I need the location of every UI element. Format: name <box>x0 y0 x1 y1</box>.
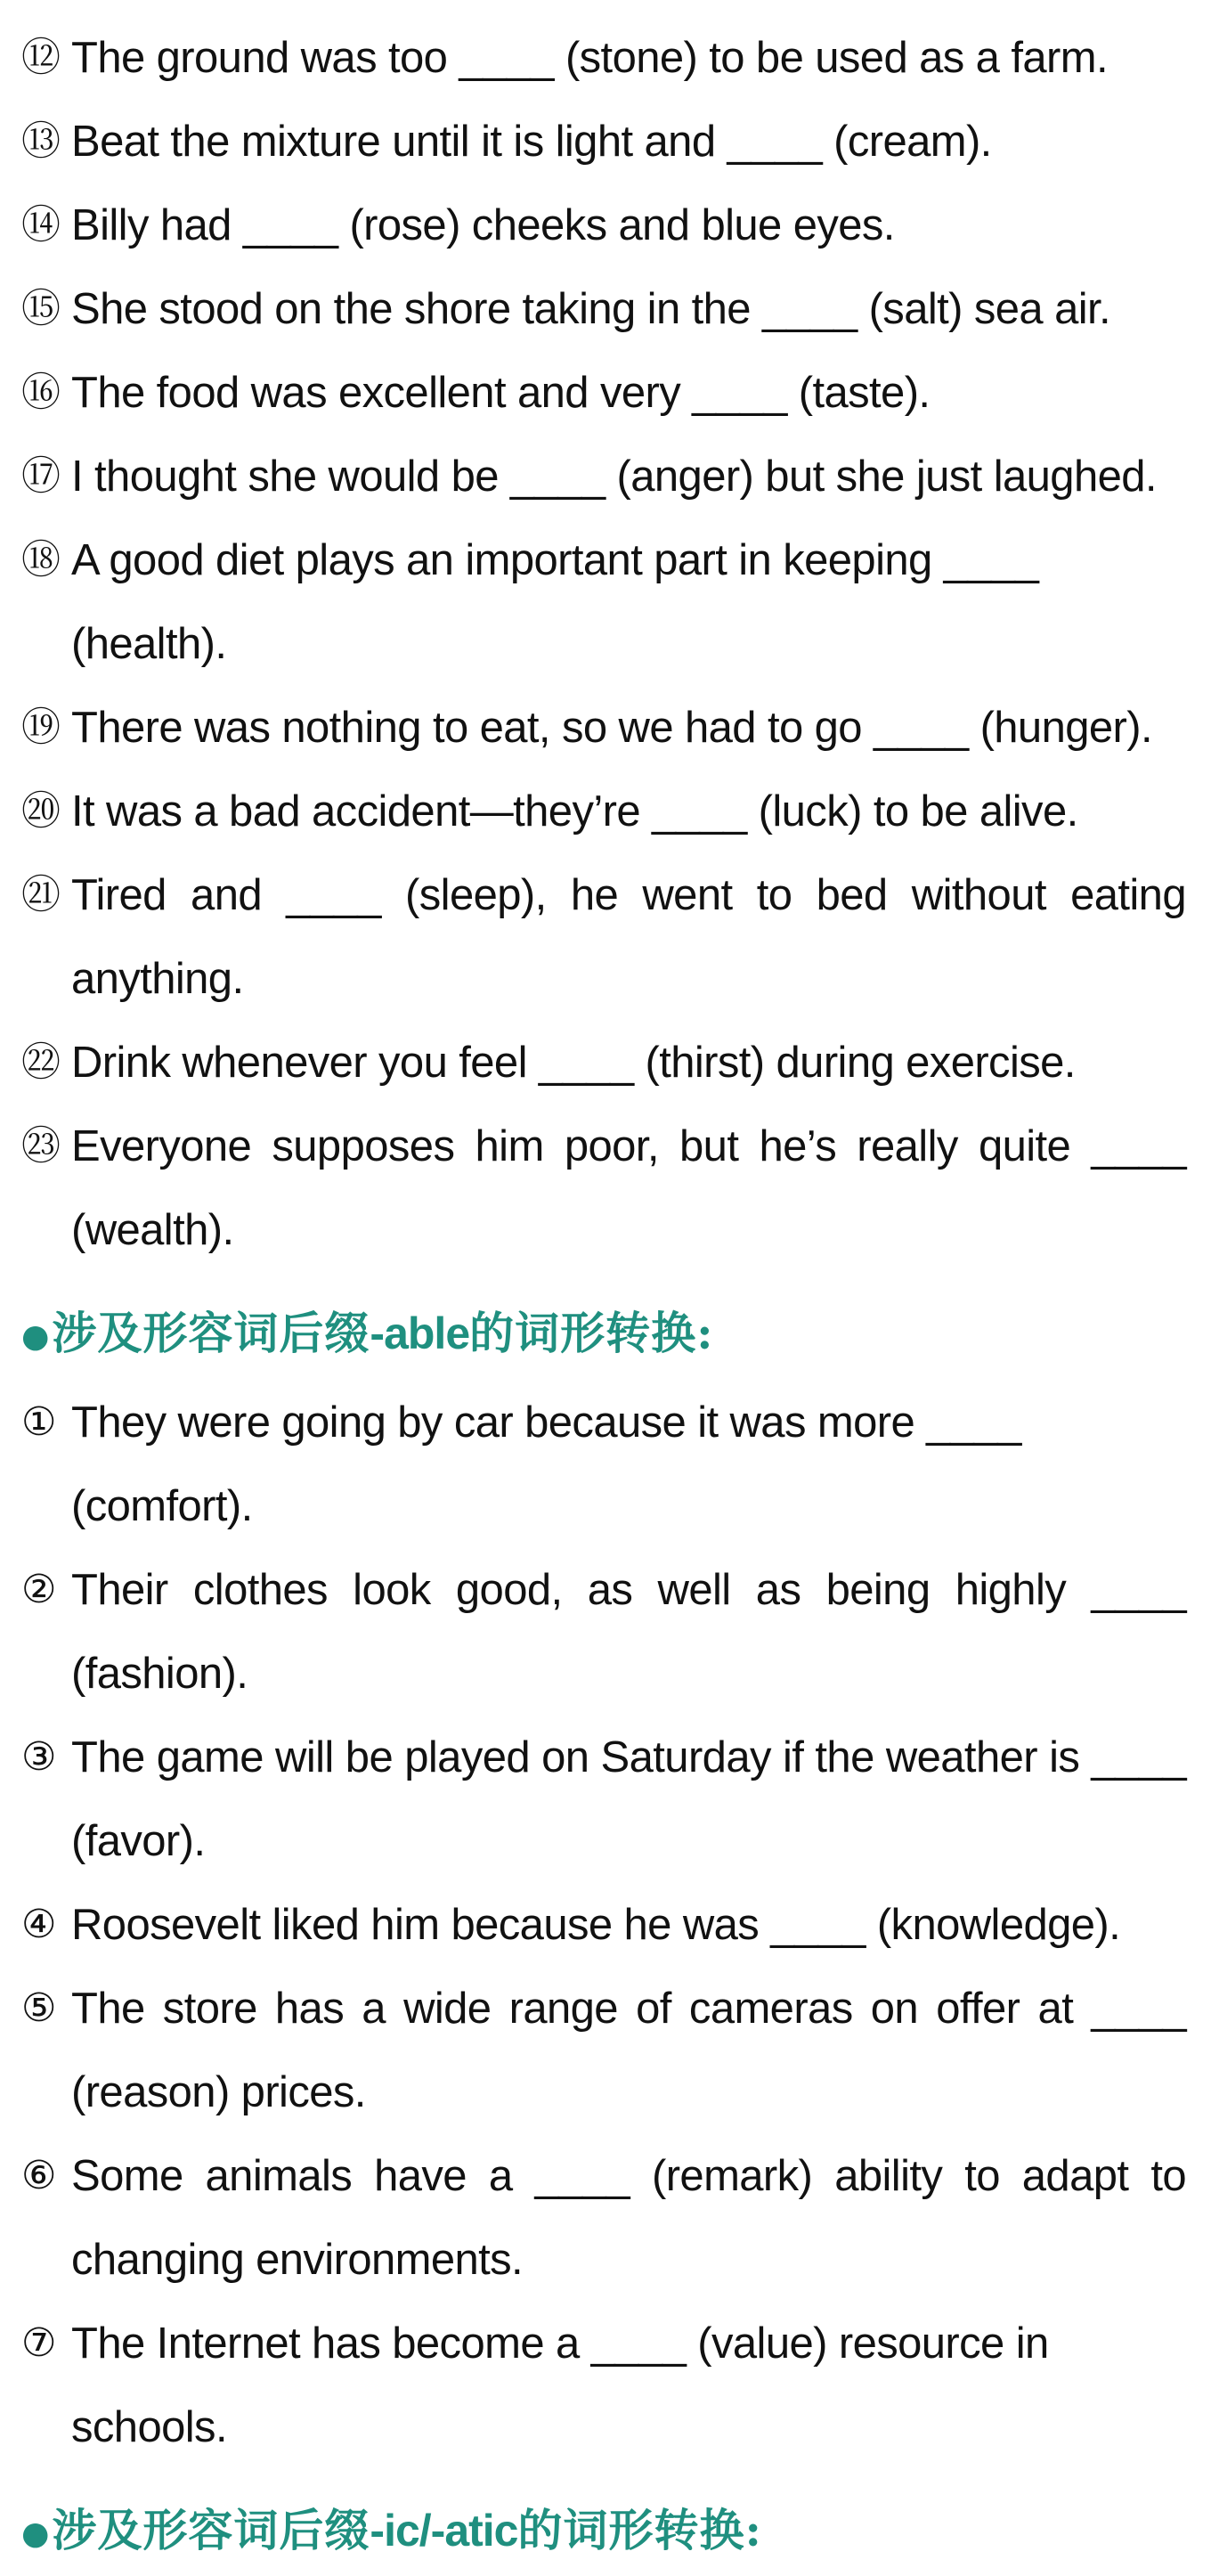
item-number: ⑦ <box>21 2319 55 2366</box>
item-text: They were going by car because it was more ____ (comfort). <box>71 1398 1021 1530</box>
item-text: Tired and ____ (sleep), he went to bed without eating anything. <box>71 871 1186 1003</box>
item-number: ⑬ <box>21 118 59 164</box>
exercise-item <box>21 100 1186 183</box>
item-number: ⑳ <box>21 788 59 834</box>
item-text: I thought she would be ____ (anger) but she just laughed. <box>71 452 1157 501</box>
exercise-item <box>21 686 1186 770</box>
item-text: Drink whenever you feel ____ (thirst) during exercise. <box>71 1039 1076 1087</box>
exercise-item <box>21 1021 1186 1105</box>
item-number: ⑥ <box>21 2152 55 2198</box>
item-text: A good diet plays an important part in keeping ____ (health). <box>71 536 1039 668</box>
heading-prefix: 涉及形容词后缀 <box>52 2503 370 2556</box>
item-number: ⑱ <box>21 537 59 583</box>
exercise-item <box>21 183 1186 267</box>
item-text: The food was excellent and very ____ (taste). <box>71 369 931 417</box>
exercise-item <box>21 267 1186 351</box>
item-number: ㉓ <box>21 1123 59 1169</box>
item-text: It was a bad accident—they’re ____ (luck) to be alive. <box>71 787 1078 836</box>
exercise-item <box>21 1716 1186 1883</box>
heading-suffix: -able <box>370 1308 470 1358</box>
exercise-item <box>21 1548 1186 1716</box>
item-number: ① <box>21 1398 55 1445</box>
heading-suffix: -ic/-atic <box>370 2505 518 2556</box>
section-heading-able <box>21 1292 1186 1379</box>
item-number: ㉒ <box>21 1039 59 1085</box>
bullet-icon: ● <box>21 2515 51 2552</box>
item-text: Some animals have a ____ (remark) ability to adapt to changing environments. <box>71 2151 1186 2284</box>
item-number: ⑮ <box>21 286 59 331</box>
item-text: Everyone supposes him poor, but he’s really quite ____ (wealth). <box>71 1122 1186 1254</box>
exercise-item <box>21 853 1186 1021</box>
item-text: The store has a wide range of cameras on offer at ____ (reason) prices. <box>71 1984 1186 2116</box>
item-number: ⑯ <box>21 370 59 415</box>
item-text: She stood on the shore taking in the ____ (salt) sea air. <box>71 285 1111 333</box>
item-text: Billy had ____ (rose) cheeks and blue eyes. <box>71 201 895 249</box>
exercise-item <box>21 1967 1186 2134</box>
item-text: The game will be played on Saturday if the weather is ____ (favor). <box>71 1732 1186 1865</box>
item-text: Beat the mixture until it is light and ____ (cream). <box>71 118 992 166</box>
heading-prefix: 涉及形容词后缀 <box>52 1307 370 1359</box>
item-text: The Internet has become a ____ (value) resource in schools. <box>71 2319 1049 2451</box>
exercise-list-1 <box>21 16 1186 1272</box>
item-number: ⑫ <box>21 35 59 80</box>
heading-rest: 的词形转换: <box>517 2503 762 2556</box>
item-text: There was nothing to eat, so we had to go ____ (hunger). <box>71 704 1152 752</box>
exercise-item <box>21 435 1186 518</box>
item-number: ⑤ <box>21 1985 55 2031</box>
exercise-item <box>21 770 1186 853</box>
item-number: ② <box>21 1566 55 1612</box>
item-number: ⑲ <box>21 705 59 750</box>
exercise-item <box>21 2302 1186 2469</box>
item-number: ④ <box>21 1901 55 1947</box>
item-text: Their clothes look good, as well as being highly ____ (fashion). <box>71 1565 1186 1698</box>
bullet-icon: ● <box>21 1317 51 1355</box>
item-text: Roosevelt liked him because he was ____ (knowledge). <box>71 1900 1121 1949</box>
item-number: ㉑ <box>21 872 59 917</box>
exercise-item <box>21 351 1186 435</box>
exercise-item <box>21 518 1186 686</box>
section-heading-ic-atic <box>21 2489 1186 2576</box>
item-number: ③ <box>21 1733 55 1780</box>
exercise-item <box>21 16 1186 100</box>
exercise-item <box>21 1381 1186 1548</box>
item-number: ⑰ <box>21 453 59 499</box>
item-number: ⑭ <box>21 202 59 248</box>
heading-rest: 的词形转换: <box>469 1307 714 1359</box>
exercise-item <box>21 1105 1186 1272</box>
item-text: The ground was too ____ (stone) to be used as a farm. <box>71 34 1108 82</box>
exercise-item <box>21 2134 1186 2302</box>
exercise-list-2 <box>21 1381 1186 2469</box>
exercise-item <box>21 1883 1186 1967</box>
